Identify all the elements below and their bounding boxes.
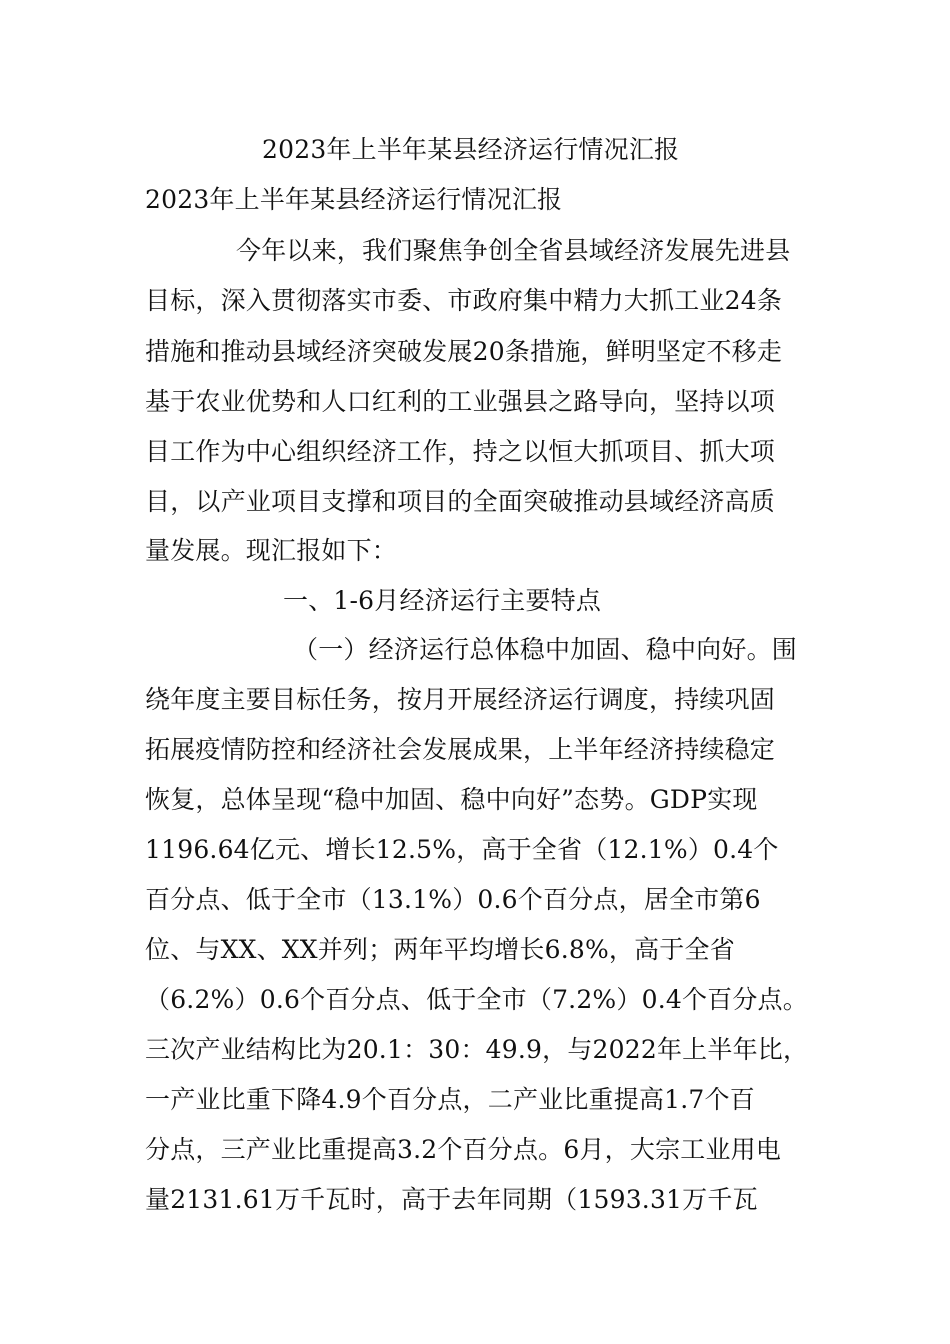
subsection-line: （一）经济运行总体稳中加固、稳中向好。围 (293, 635, 798, 664)
body-line: 三次产业结构比为20.1：30：49.9，与2022年上半年比， (145, 1035, 809, 1064)
intro-line: 目标，深入贯彻落实市委、市政府集中精力大抓工业24条 (145, 286, 783, 315)
intro-line: 基于农业优势和人口红利的工业强县之路导向，坚持以项 (145, 387, 776, 416)
body-line: 拓展疫情防控和经济社会发展成果，上半年经济持续稳定 (145, 735, 776, 764)
intro-line: 量发展。现汇报如下： (145, 536, 398, 565)
body-line: 1196.64亿元、增长12.5%，高于全省（12.1%）0.4个 (145, 835, 779, 864)
body-line: 一产业比重下降4.9个百分点，二产业比重提高1.7个百 (145, 1085, 755, 1114)
intro-line: 今年以来，我们聚焦争创全省县域经济发展先进县 (236, 236, 791, 265)
body-line: 绕年度主要目标任务，按月开展经济运行调度，持续巩固 (145, 685, 776, 714)
body-line: 位、与XX、XX并列；两年平均增长6.8%，高于全省 (145, 935, 735, 964)
body-line: （6.2%）0.6个百分点、低于全市（7.2%）0.4个百分点。 (145, 985, 808, 1014)
document-subtitle: 2023年上半年某县经济运行情况汇报 (145, 185, 563, 214)
body-line: 分点，三产业比重提高3.2个百分点。6月，大宗工业用电 (145, 1135, 782, 1164)
section-heading: 一、1-6月经济运行主要特点 (283, 586, 602, 615)
body-line: 百分点、低于全市（13.1%）0.6个百分点，居全市第6 (145, 885, 761, 914)
intro-line: 措施和推动县域经济突破发展20条措施，鲜明坚定不移走 (145, 337, 783, 366)
document-title: 2023年上半年某县经济运行情况汇报 (262, 135, 680, 164)
body-line: 量2131.61万千瓦时，高于去年同期（1593.31万千瓦 (145, 1185, 758, 1214)
body-line: 恢复，总体呈现“稳中加固、稳中向好”态势。GDP实现 (145, 785, 758, 814)
intro-line: 目工作为中心组织经济工作，持之以恒大抓项目、抓大项 (145, 437, 776, 466)
intro-line: 目，以产业项目支撑和项目的全面突破推动县域经济高质 (145, 487, 776, 516)
